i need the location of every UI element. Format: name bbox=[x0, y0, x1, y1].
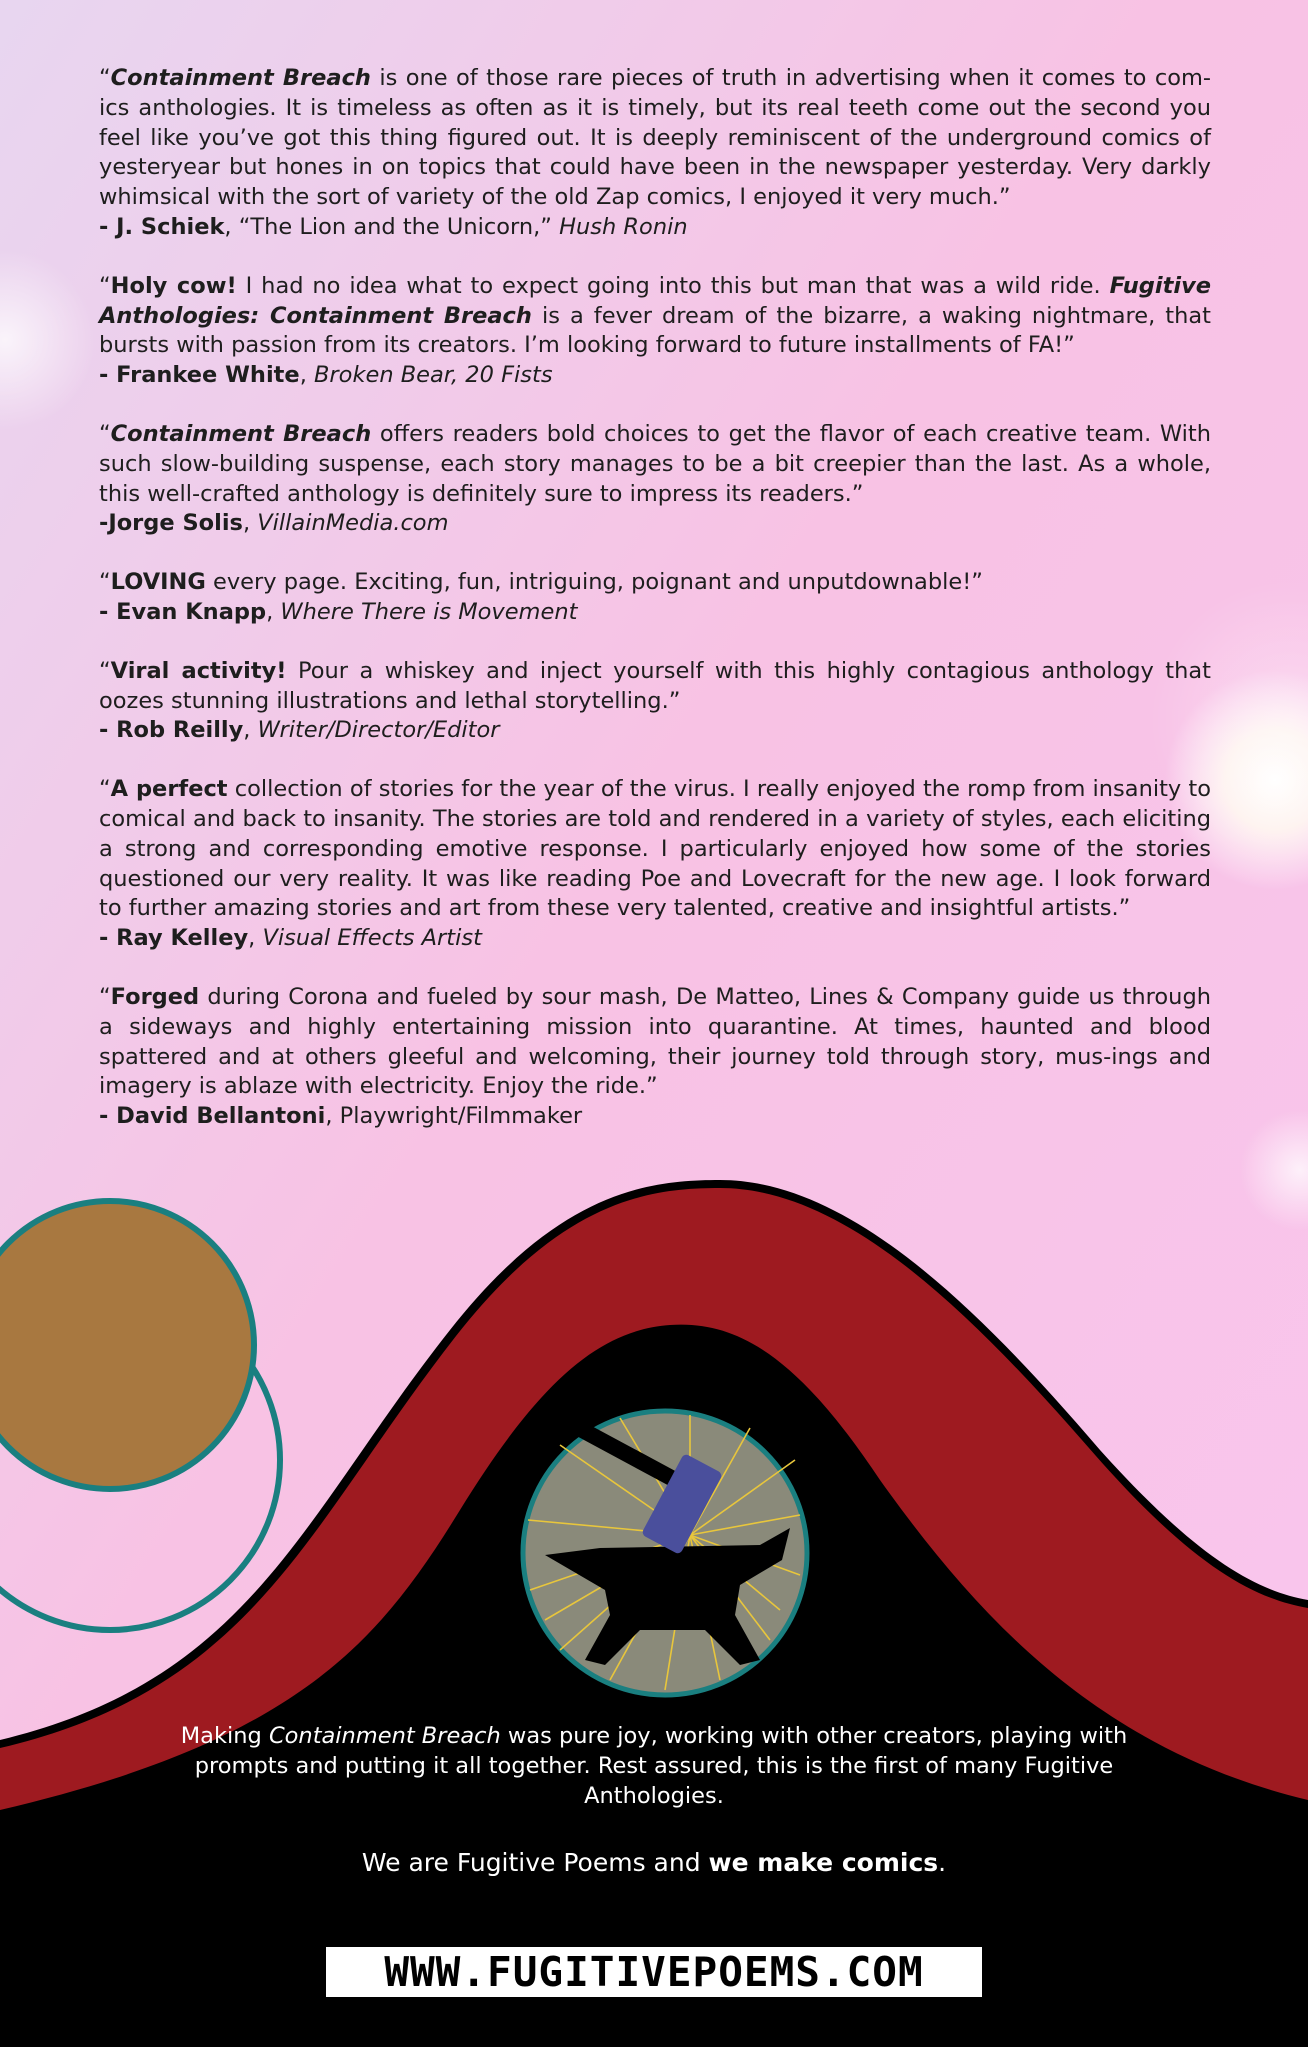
text-run: Hush Ronin bbox=[559, 213, 688, 240]
quote-attribution bbox=[99, 213, 1211, 243]
text-run: - Ray Kelley bbox=[99, 925, 249, 952]
text-run: , “The Lion and the Unicorn,” bbox=[224, 213, 560, 240]
tagline-emphasis: we make comics bbox=[708, 1848, 939, 1877]
hammer-anvil-icon bbox=[523, 1411, 807, 1695]
quote-text bbox=[99, 64, 1211, 213]
text-run: Writer/Director/Editor bbox=[257, 717, 500, 744]
quote-text bbox=[99, 568, 1211, 598]
website-url[interactable]: WWW.FUGITIVEPOEMS.COM bbox=[326, 1947, 982, 1997]
text-run: I had no idea what to expect going into this but man that was a wild ride. bbox=[236, 272, 1110, 299]
text-run: offers readers bold choices to get the flavor of each creative team. With such slow-building suspense, each story manages to be a bit creepier than the last. As a whole, this well-crafted anthology is definitely sure to impress its readers.” bbox=[99, 420, 1212, 507]
quote-text bbox=[99, 420, 1211, 509]
text-run: Forged bbox=[110, 983, 200, 1010]
testimonial-quote bbox=[99, 64, 1211, 243]
testimonial-quote bbox=[99, 420, 1211, 539]
text-run: VillainMedia.com bbox=[257, 510, 449, 537]
text-run: - Rob Reilly bbox=[99, 717, 244, 744]
quote-text bbox=[99, 775, 1211, 924]
text-run: , Playwright/Filmmaker bbox=[325, 1103, 583, 1130]
text-run: Containment Breach bbox=[268, 1723, 501, 1749]
quote-attribution bbox=[99, 924, 1211, 954]
text-run: LOVING bbox=[110, 569, 206, 596]
text-run: , bbox=[243, 717, 258, 744]
text-run: -Jorge Solis bbox=[99, 510, 243, 537]
quote-attribution bbox=[99, 361, 1211, 391]
tagline-prefix: We are Fugitive Poems and bbox=[361, 1848, 709, 1877]
text-run: was pure joy, working with other creators, playing with prompts and putting it all together. Rest assured, this is the first of many Fugitive Anthologies. bbox=[194, 1723, 1128, 1809]
text-run: , bbox=[266, 598, 281, 625]
text-run: Where There is Movement bbox=[280, 598, 578, 625]
text-run: Visual Effects Artist bbox=[262, 925, 482, 952]
tagline bbox=[180, 1848, 1128, 1877]
text-run: Broken Bear, 20 Fists bbox=[314, 362, 553, 389]
text-run: “ bbox=[99, 420, 111, 447]
text-run: - J. Schiek bbox=[99, 213, 225, 240]
text-run: “ bbox=[99, 272, 111, 299]
text-run: - David Bellantoni bbox=[99, 1103, 326, 1130]
tan-circle-decoration bbox=[0, 1201, 254, 1489]
text-run: , bbox=[248, 925, 263, 952]
quote-attribution bbox=[99, 598, 1211, 628]
text-run: “ bbox=[99, 569, 111, 596]
text-run: is a fever dream of the bizarre, a waking nightmare, that bursts with passion from its creators. I’m looking forward to future installments of FA!” bbox=[99, 302, 1211, 359]
text-run: collection of stories for the year of the virus. I really enjoyed the romp from insanity to comical and back to insanity. The stories are told and rendered in a variety of styles, each eliciting a strong and corresponding emotive response. I particularly enjoyed how some of the stories questioned our very reality. It was like reading Poe and Lovecraft for the new age. I look forward to further amazing stories and art from these very talented, creative and insightful artists.” bbox=[99, 776, 1211, 922]
testimonial-quote bbox=[99, 272, 1211, 391]
text-run: “ bbox=[99, 65, 111, 91]
text-run: , bbox=[242, 510, 258, 537]
testimonials bbox=[99, 64, 1211, 1161]
testimonial-quote bbox=[99, 657, 1211, 746]
testimonial-quote bbox=[99, 775, 1211, 954]
closing-paragraph bbox=[180, 1721, 1128, 1811]
quote-text bbox=[99, 272, 1211, 361]
text-run: , bbox=[299, 362, 314, 389]
closing-statement bbox=[180, 1721, 1128, 1811]
text-run: Containment Breach bbox=[110, 65, 371, 91]
text-run: Viral activity! bbox=[110, 657, 287, 684]
quote-text bbox=[99, 983, 1211, 1102]
text-run: - Evan Knapp bbox=[99, 598, 267, 625]
text-run: - Frankee White bbox=[99, 362, 300, 389]
text-run: Fugitive Anthologies: Containment Breach bbox=[99, 272, 1212, 329]
quote-attribution bbox=[99, 509, 1211, 539]
text-run: Pour a whiskey and inject yourself with this highly contagious anthology that oozes stunning illustrations and lethal storytelling.” bbox=[99, 657, 1211, 714]
text-run: Containment Breach bbox=[110, 420, 372, 447]
text-run: every page. Exciting, fun, intriguing, poignant and unputdownable!” bbox=[205, 569, 983, 596]
text-run: “ bbox=[99, 776, 111, 803]
text-run: Making bbox=[180, 1723, 269, 1749]
text-run: A perfect bbox=[110, 776, 228, 803]
testimonial-quote bbox=[99, 983, 1211, 1132]
testimonial-quote bbox=[99, 568, 1211, 628]
text-run: is one of those rare pieces of truth in advertising when it comes to com-ics anthologies. It is timeless as often as it is timely, but its real teeth come out the second you feel like you’ve got this thing figured out. It is deeply reminiscent of the underground comics of yesteryear but hones in on topics that could have been in the newspaper yesterday. Very darkly whimsical with the sort of variety of the old Zap comics, I enjoyed it very much.” bbox=[99, 65, 1211, 211]
quote-attribution bbox=[99, 716, 1211, 746]
text-run: “ bbox=[99, 983, 111, 1010]
quote-text bbox=[99, 657, 1211, 717]
tagline-suffix: . bbox=[938, 1848, 947, 1877]
text-run: Holy cow! bbox=[110, 272, 237, 299]
text-run: during Corona and fueled by sour mash, De Matteo, Lines & Company guide us through a sideways and highly entertaining mission into quarantine. At times, haunted and blood spattered and at others gleeful and welcoming, their journey told through story, mus-ings and imagery is ablaze with electricity. Enjoy the ride.” bbox=[99, 983, 1211, 1100]
quote-attribution bbox=[99, 1102, 1211, 1132]
text-run: “ bbox=[99, 657, 111, 684]
